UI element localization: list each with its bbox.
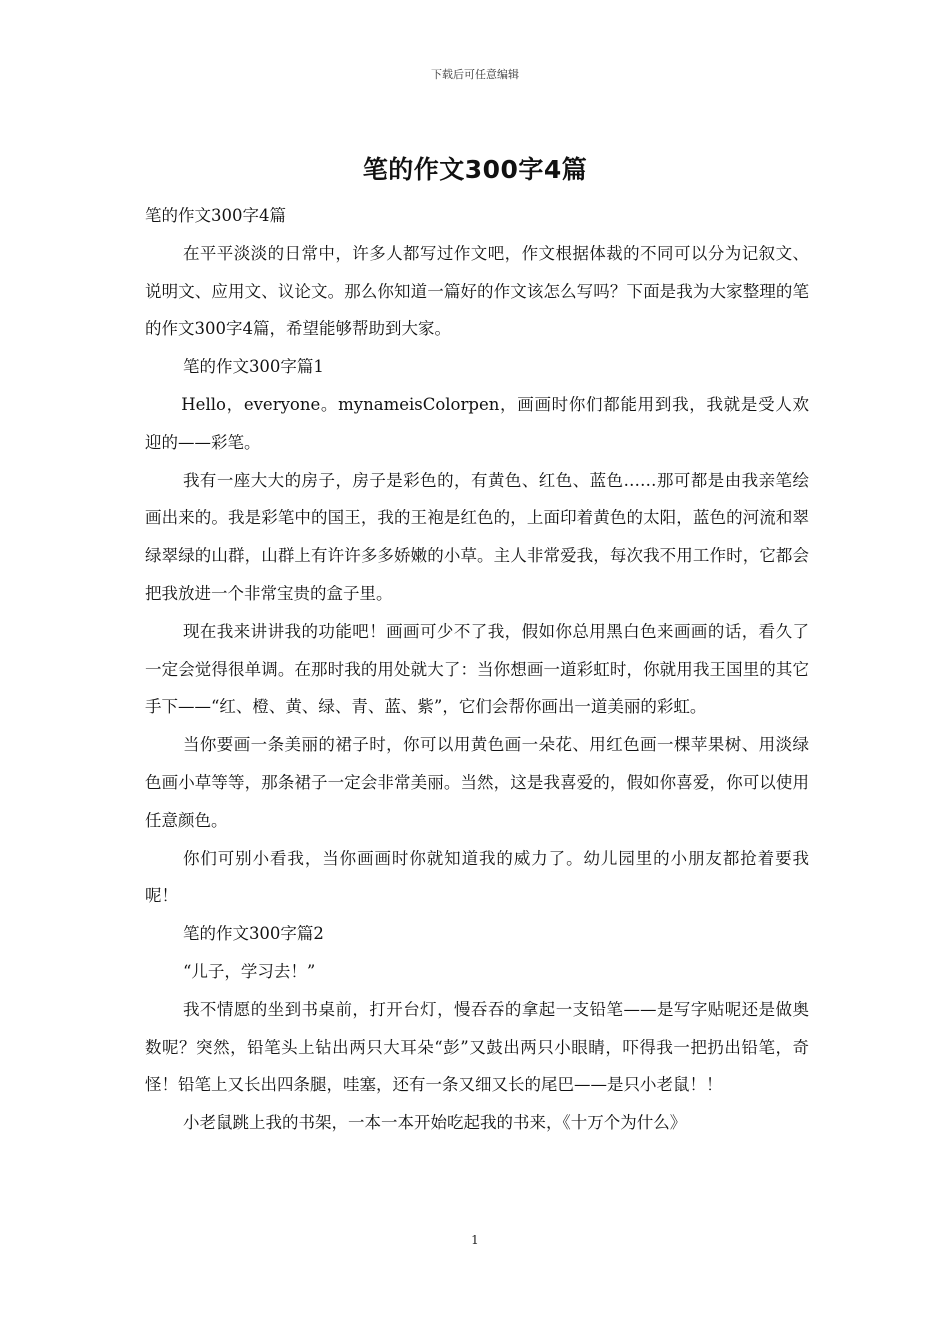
subtitle-paragraph: 笔的作文300字4篇	[145, 206, 286, 225]
body-paragraph: 我有一座大大的房子，房子是彩色的，有黄色、红色、蓝色……那可都是由我亲笔绘画出来的。我是彩笔中的国王，我的王袍是红色的，上面印着黄色的太阳，蓝色的河流和翠绿翠绿的山群，山群上有许许多多娇嫩的小草。主人非常爱我，每次我不用工作时，它都会把我放进一个非常宝贵的盒子里。	[145, 470, 809, 603]
body-paragraph: 当你要画一条美丽的裙子时，你可以用黄色画一朵花、用红色画一棵苹果树、用淡绿色画小草等等，那条裙子一定会非常美丽。当然，这是我喜爱的，假如你喜爱，你可以使用任意颜色。	[145, 735, 809, 830]
page-header-note: 下载后可任意编辑	[431, 68, 519, 81]
section-heading-2: 笔的作文300字篇2	[182, 924, 324, 944]
body-paragraph: Hello，everyone。mynameisColorpen，画画时你们都能用到我，我就是受人欢迎的——彩笔。	[145, 394, 809, 452]
body-paragraph: 你们可别小看我，当你画画时你就知道我的威力了。幼儿园里的小朋友都抢着要我呢！	[145, 848, 809, 906]
intro-paragraph: 在平平淡淡的日常中，许多人都写过作文吧，作文根据体裁的不同可以分为记叙文、说明文、应用文、议论文。那么你知道一篇好的作文该怎么写吗？下面是我为大家整理的笔的作文300字4篇，希望能够帮助到大家。	[145, 243, 809, 339]
body-paragraph: 小老鼠跳上我的书架，一本一本开始吃起我的书来，《十万个为什么》	[182, 1113, 687, 1133]
section-heading-1: 笔的作文300字篇1	[182, 357, 324, 377]
body-paragraph: 现在我来讲讲我的功能吧！画画可少不了我，假如你总用黑白色来画画的话，看久了一定会觉得很单调。在那时我的用处就大了：当你想画一道彩虹时，你就用我王国里的其它手下——“红、橙、黄、绿、青、蓝、紫”，它们会帮你画出一道美丽的彩虹。	[145, 621, 809, 717]
body-paragraph: 我不情愿的坐到书桌前，打开台灯，慢吞吞的拿起一支铅笔——是写字贴呢还是做奥数呢？突然，铅笔头上钻出两只大耳朵“彭”又鼓出两只小眼睛，吓得我一把扔出铅笔，奇怪！铅笔上又长出四条腿，哇塞，还有一条又细又长的尾巴——是只小老鼠！！	[145, 999, 809, 1095]
page-number: 1	[471, 1233, 479, 1247]
body-paragraph: “儿子，学习去！”	[182, 961, 316, 981]
document-body	[145, 197, 809, 1142]
document-title: 笔的作文300字4篇	[362, 155, 588, 184]
